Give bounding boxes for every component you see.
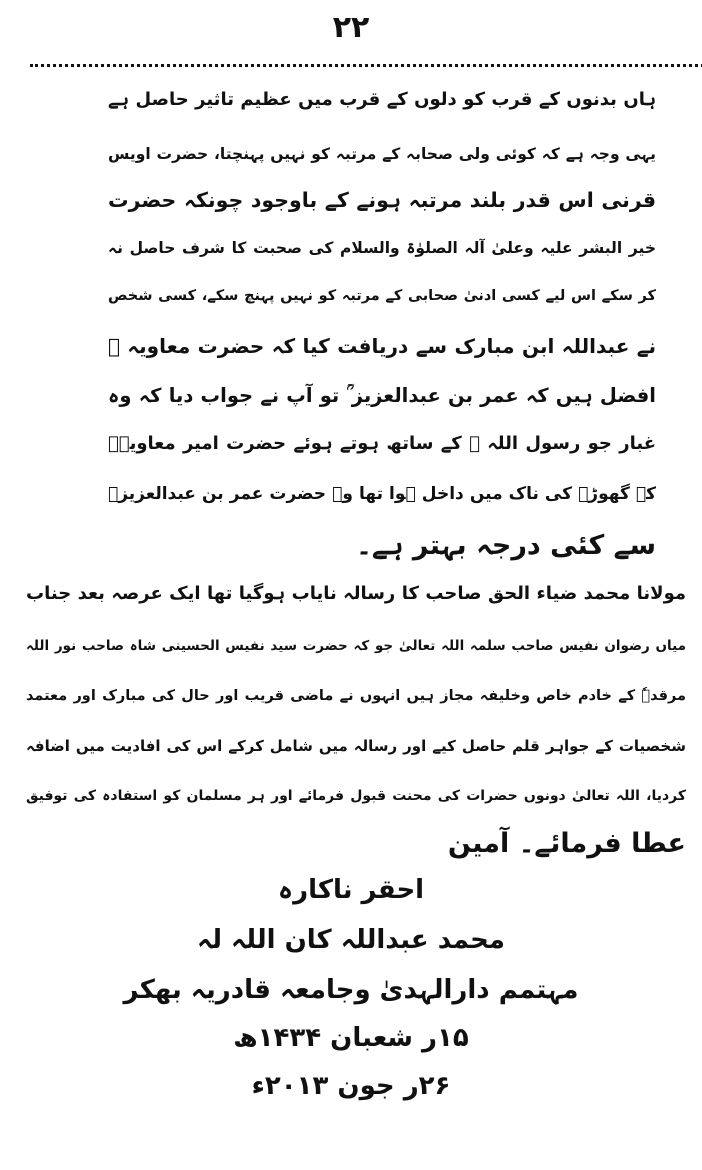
body-line: مرقدہٗ کے خادم خاص وخلیفہ مجاز ہیں انہوں نے ماضی قریب اور حال کی مبارک اور معتمد: [26, 688, 686, 704]
body-line: قرنی اس قدر بلند مرتبہ ہونے کے باوجود چونکہ حضرت: [108, 188, 656, 212]
signature-date-hijri: ۱۵ر شعبان ۱۴۳۴ھ: [233, 1023, 469, 1053]
signature-date-gregorian: ۲۶ر جون ۲۰۱۳ء: [251, 1071, 451, 1101]
body-line: ہاں بدنوں کے قرب کو دلوں کے قرب میں عظیم تاثیر حاصل ہے: [108, 89, 656, 110]
page-number: ۲۲: [332, 10, 370, 45]
body-line: کے گھوڑے کی ناک میں داخل ہوا تھا وہ حضرت عمر بن عبدالعزیزؒ: [108, 484, 656, 504]
body-line: سے کئی درجہ بہتر ہے۔: [356, 530, 656, 561]
body-line: شخصیات کے جواہر قلم حاصل کیے اور رسالہ میں شامل کرکے اس کی افادیت میں اضافہ: [26, 737, 686, 755]
body-line: عطا فرمائے۔ آمین: [447, 828, 686, 859]
body-line: افضل ہیں کہ عمر بن عبدالعزیز ؒ تو آپ نے جواب دیا کہ وہ: [108, 384, 656, 407]
body-line: یہی وجہ ہے کہ کوئی ولی صحابہ کے مرتبہ کو نہیں پہنچتا، حضرت اویس: [108, 145, 656, 163]
body-line: نے عبداللہ ابن مبارک سے دریافت کیا کہ حضرت معاویہ ﷜: [108, 334, 656, 358]
body-line: مولانا محمد ضیاء الحق صاحب کا رسالہ نایاب ہوگیا تھا ایک عرصہ بعد جناب: [26, 583, 686, 604]
signature-name: محمد عبداللہ کان اللہ لہ: [196, 925, 505, 955]
body-line: کر سکے اس لیے کسی ادنیٰ صحابی کے مرتبہ کو نہیں پہنچ سکے، کسی شخص: [108, 288, 656, 304]
body-line: خیر البشر علیہ وعلیٰ آلہ الصلوٰۃ والسلام کی صحبت کا شرف حاصل نہ: [108, 239, 656, 257]
signature-title: مہتمم دارالہدیٰ وجامعہ قادریہ بھکر: [123, 975, 579, 1005]
signature-label: احقر ناکارہ: [277, 875, 425, 905]
body-line: غبار جو رسول اللہ ﷺ کے ساتھ ہوتے ہوئے حضرت امیر معاویہؓ: [108, 433, 656, 454]
body-line: کردیا، اللہ تعالیٰ دونوں حضرات کی محنت قبول فرمائے اور ہر مسلمان کو استفادہ کی توفیق: [26, 788, 686, 804]
header-divider: [30, 64, 702, 67]
body-line: میاں رضوان نفیس صاحب سلمہ اللہ تعالیٰ جو کہ حضرت سید نفیس الحسینی شاہ صاحب نور اللہ: [26, 638, 686, 654]
